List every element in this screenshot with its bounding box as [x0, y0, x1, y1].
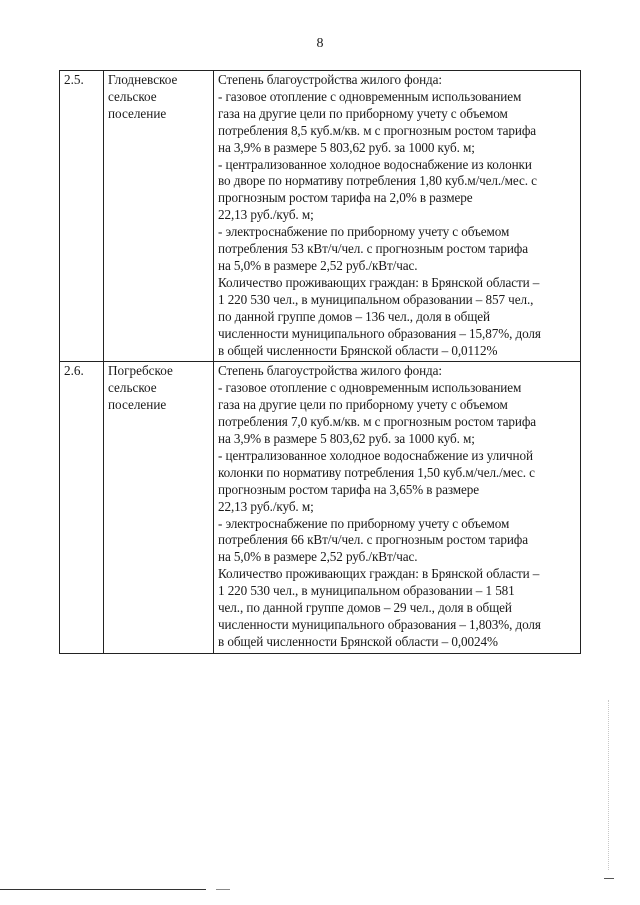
- description-line: по данной группе домов – 136 чел., доля в общей: [218, 308, 490, 324]
- description-line: на 3,9% в размере 5 803,62 руб. за 1000 куб. м;: [218, 139, 475, 155]
- description-line: - газовое отопление с одновременным использованием: [218, 88, 522, 104]
- description-line: численности муниципального образования – 15,87%, доля: [218, 325, 541, 341]
- description-line: Количество проживающих граждан: в Брянской области –: [218, 274, 540, 290]
- settlement-name-line: сельское: [108, 380, 157, 396]
- description-line: - централизованное холодное водоснабжение из уличной: [218, 447, 533, 463]
- description-line: прогнозным ростом тарифа на 3,65% в размере: [218, 481, 480, 497]
- row-number: 2.5.: [64, 72, 84, 87]
- description-line: чел., по данной группе домов – 29 чел., доля в общей: [218, 600, 512, 616]
- description-line: в общей численности Брянской области – 0,0024%: [218, 633, 498, 649]
- page-number: 8: [316, 36, 324, 51]
- description-line: газа на другие цели по приборному учету с объемом: [218, 397, 508, 413]
- description-line: - централизованное холодное водоснабжение из колонки: [218, 156, 532, 172]
- row-number: 2.6.: [64, 363, 84, 379]
- settlements-table: [59, 70, 581, 654]
- description-line: на 3,9% в размере 5 803,62 руб. за 1000 куб. м;: [218, 431, 475, 447]
- settlement-name-line: Глодневское: [108, 72, 178, 87]
- description-line: Степень благоустройства жилого фонда:: [218, 363, 442, 379]
- description-line: газа на другие цели по приборному учету с объемом: [218, 105, 508, 121]
- description-cell: [214, 71, 581, 362]
- description-line: потребления 8,5 куб.м/кв. м с прогнозным ростом тарифа: [218, 122, 537, 138]
- description-line: потребления 7,0 куб.м/кв. м с прогнозным ростом тарифа: [218, 414, 537, 430]
- row-number-cell: [60, 362, 104, 653]
- description-line: прогнозным ростом тарифа на 2,0% в размере: [218, 190, 473, 206]
- description-line: на 5,0% в размере 2,52 руб./кВт/час.: [218, 257, 418, 273]
- table-row: [60, 71, 581, 362]
- settlement-name-cell: [104, 71, 214, 362]
- scan-artifact-mark: [604, 878, 614, 879]
- description-line: потребления 53 кВт/ч/чел. с прогнозным ростом тарифа: [218, 241, 529, 257]
- settlement-name-cell: [104, 362, 214, 653]
- description-line: - газовое отопление с одновременным использованием: [218, 380, 522, 396]
- description-line: 22,13 руб./куб. м;: [218, 207, 314, 223]
- description-line: потребления 66 кВт/ч/чел. с прогнозным ростом тарифа: [218, 532, 529, 548]
- description-cell: [214, 362, 581, 653]
- description-line: во дворе по нормативу потребления 1,80 куб.м/чел./мес. с: [218, 173, 537, 189]
- description-line: в общей численности Брянской области – 0,0112%: [218, 342, 498, 358]
- description-line: - электроснабжение по приборному учету с объемом: [218, 224, 510, 240]
- scan-artifact-edge: [608, 700, 610, 870]
- settlement-name-line: Погребское: [108, 363, 173, 379]
- description-line: на 5,0% в размере 2,52 руб./кВт/час.: [218, 549, 418, 565]
- description-line: колонки по нормативу потребления 1,50 куб.м/чел./мес. с: [218, 464, 535, 480]
- description-line: Степень благоустройства жилого фонда:: [218, 72, 442, 87]
- description-line: - электроснабжение по приборному учету с объемом: [218, 515, 510, 531]
- scan-artifact-dash: [216, 889, 230, 890]
- settlement-name-line: поселение: [108, 105, 167, 121]
- description-line: численности муниципального образования – 1,803%, доля: [218, 617, 541, 632]
- description-line: 22,13 руб./куб. м;: [218, 498, 314, 514]
- settlement-name-line: поселение: [108, 397, 167, 413]
- scan-artifact-line: [0, 889, 206, 890]
- table-row: [60, 362, 581, 653]
- row-number-cell: [60, 71, 104, 362]
- description-line: 1 220 530 чел., в муниципальном образовании – 857 чел.,: [218, 291, 534, 307]
- settlement-name-line: сельское: [108, 88, 157, 104]
- description-line: Количество проживающих граждан: в Брянской области –: [218, 566, 540, 582]
- description-line: 1 220 530 чел., в муниципальном образовании – 1 581: [218, 583, 515, 599]
